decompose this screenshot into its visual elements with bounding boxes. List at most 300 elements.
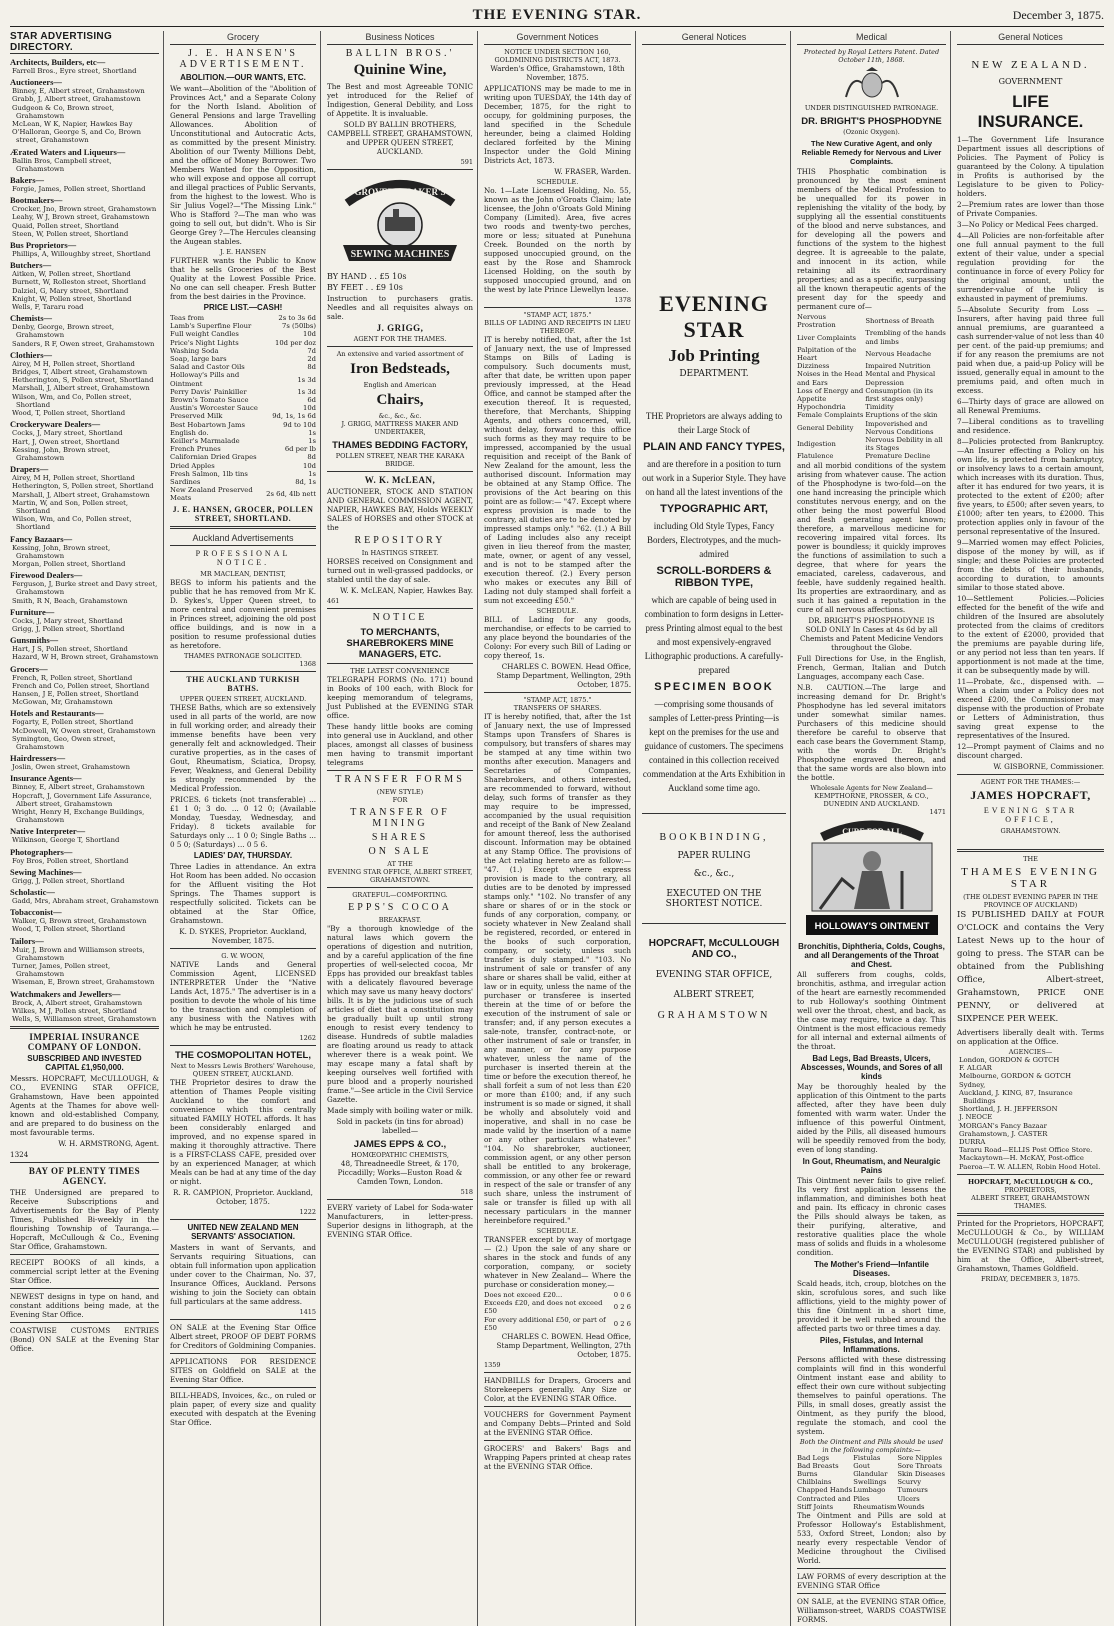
- table-row: [170, 314, 316, 322]
- table-row: [797, 370, 946, 386]
- table-row: [797, 1462, 946, 1470]
- table-cell: Sore Throats: [897, 1461, 943, 1470]
- divider: [484, 1406, 631, 1407]
- imperial-body: Messrs. HOPCRAFT, McCULLOUGH, & CO., EVENING STAR OFFICE, Grahamstown, Have been appointed Agents at the Thames for above well-known and old-established Company, and are prepared to do business on the most favourable terms.: [10, 1074, 159, 1138]
- sewing-emblem-bottom: SEWING MACHINES: [350, 249, 450, 260]
- piles-heading: Piles, Fistulas, and Internal Inflammations.: [819, 1335, 924, 1354]
- holloway-illustration: [797, 819, 946, 939]
- etc: &c., &c.,: [693, 869, 735, 879]
- gout-body: This Ointment never fails to give relief. Its very first application lessens the inflammation, and diminishes both heat and pain. Its efficacy in chronic cases the Pills should always be taken, as their purifying, alterative, and restorative qualities place the whole mass of solids and fluids in a wholesome condition.: [797, 1175, 946, 1257]
- ad-number: 1222: [299, 1207, 316, 1216]
- table-cell: Sore Nipples: [897, 1453, 943, 1462]
- table-row: [484, 1316, 631, 1332]
- epps-sold: Sold in packets (in tins for abroad) labelled—: [336, 1117, 464, 1135]
- agency-entry: Grahamstown, J. CASTER: [959, 1129, 1048, 1138]
- james-hopcraft: JAMES HOPCRAFT,: [970, 788, 1091, 802]
- directory-category: Crockeryware Dealers—: [10, 419, 101, 430]
- column-heading: Medical: [797, 31, 946, 45]
- directory-category: Hotels and Restaurants—: [10, 708, 104, 719]
- shares: SHARES: [371, 832, 429, 843]
- column-business: [327, 31, 478, 1626]
- table-cell: French Prunes: [170, 445, 221, 454]
- agency-entry: London, GORDON & GOTCH: [959, 1056, 1060, 1064]
- ad-number: 1359: [484, 1361, 501, 1370]
- directory-entry: Dalziel, G, Mary street, Shortland: [12, 286, 129, 295]
- table-cell: 6d per lb: [284, 445, 316, 454]
- insurance-item: 8—Policies protected from Bankruptcy.—An Insurer effecting a Policy on his own life, is protected from bankruptcy, or insolvency laws to a certain amount, which increases with its duration. Thus, after it has endured for two years, it is protected to the extent of £200; after five years, to £500; after seven years, to £1000; after ten years, to £2000. This protection applies only in favour of the personal representative of the Insured.: [957, 437, 1104, 536]
- agencies-title: AGENCIES—: [1008, 1048, 1053, 1056]
- table-cell: 10d per doz: [275, 338, 316, 347]
- table-cell: Dizziness: [797, 362, 830, 371]
- star-office: EVENING STAR OFFICE,: [983, 806, 1078, 824]
- baths-title: THE AUCKLAND TURKISH BATHS.: [186, 674, 300, 693]
- imprint: Printed for the Proprietors, HOPCRAFT, McCULLOUGH & Co., by WILLIAM McCULLOUGH (registered publisher of the EVENING STAR) and published by him at the Office, Albert-street, Grahamstown, Thames Goldfield.: [957, 1218, 1104, 1273]
- props-address: ALBERT STREET, GRAHAMSTOWN THAMES.: [971, 1193, 1090, 1210]
- bills-lading: BILLS OF LADING AND RECEIPTS IN LIEU THEREOF.: [484, 319, 631, 335]
- insurance-list: [957, 135, 1104, 760]
- table-row: [170, 412, 316, 420]
- directory-entry: Sanders, R F, Owen street, Grahamstown: [12, 339, 155, 348]
- table-cell: Keiller's Marmalade: [170, 437, 240, 446]
- table-cell: 10d: [303, 330, 316, 339]
- table-row: [797, 420, 946, 436]
- gov-body: APPLICATIONS may be made to me in writing upon TUESDAY, the 14th day of December, 1875, for the right to occupy, for goldmining purposes, the land specified in the Schedule hereunder, being a claimed Holding declared forfeited by the Mining Inspector under the Gold Mining Districts Act, 1873.: [484, 84, 631, 165]
- agency-entry: Mackaytown—H. McKAY, Post-office: [959, 1154, 1084, 1163]
- epps-homoeo: HOMŒOPATHIC CHEMISTS,: [351, 1151, 449, 1159]
- albert-street: ALBERT STREET,: [673, 990, 755, 1000]
- life-insurance-title: LIFE INSURANCE.: [977, 92, 1084, 131]
- divider: [957, 1213, 1104, 1216]
- table-row: [170, 421, 316, 429]
- to-merchants: TO MERCHANTS, SHAREBROKERS MINE MANAGERS, ETC.: [346, 627, 454, 660]
- bay-body: THE Undersigned are prepared to Receive Subscriptions and Advertisements for the Bay of Plenty Times, Published Bi-weekly in the flourishing Township of Tauranga.— Hopcraft, McCullough & Co., Evening Star Office, Grahamstown.: [10, 1188, 159, 1252]
- table-cell: Indigestion: [797, 440, 836, 449]
- divider: [957, 849, 1104, 852]
- directory-entry: Forgie, James, Pollen street, Shortland: [12, 185, 146, 194]
- directory-entry: Cocks, J, Mary street, Shortland: [12, 616, 123, 625]
- table-cell: 0 2 6: [613, 1303, 631, 1312]
- directory-category: Clothiers—: [10, 349, 53, 360]
- holloway-figure-icon: [802, 819, 942, 939]
- table-cell: 1s 3d: [297, 387, 316, 396]
- directory-title: STAR ADVERTISING DIRECTORY.: [10, 31, 159, 54]
- table-row: [170, 355, 316, 363]
- thames-agent: AGENT FOR THE THAMES:—: [980, 778, 1081, 786]
- table-row: [797, 1503, 946, 1511]
- table-row: [170, 388, 316, 396]
- divider: [10, 1026, 159, 1029]
- hansen-wants: We want—Abolition of the "Abolition of Provinces Act," and a Separate Colony for the North Island. Abolition of General Pensions and large Travelling Allowances. Abolition of Unconstitutional and Autocratic Acts, as committed by the present Ministry. Abolition of our Twenty Millions Debt, and the office of Money Borrower. Two Members Wanted for the Opposition, who will expose and oppose all corrupt and illegal practices of Public Servants, from the highest to the lowest. Who is Sir Julius Vogel?—"The Missing Link." Who is Stafford ?—The man who was going to sell out, but didn't. Who is Sir George Grey ?—The Hercules cleansing the Augean stables.: [170, 84, 316, 246]
- agency-entry: MORGAN's Fancy Bazaar: [959, 1121, 1047, 1130]
- directory-category: Bootmakers—: [10, 195, 63, 206]
- table-row: [797, 313, 946, 329]
- cosmo-sub: Next to Messrs Lewis Brothers' Warehouse, QUEEN STREET, AUCKLAND.: [170, 1061, 316, 1078]
- insurance-item: 6—Thirty days of grace are allowed on all Renewal Premiums.: [957, 397, 1104, 415]
- column-grocery: [170, 31, 321, 1626]
- telegraph-body: TELEGRAPH FORMS (No. 171) bound in Books of 100 each, with Block for keeping memorandum of telegrams, Just Published at the EVENING STAR office.: [327, 675, 473, 720]
- directory-entry: Hansen, J E, Pollen street, Shortland: [12, 689, 139, 698]
- table-row: [170, 462, 316, 470]
- table-cell: 8d: [307, 363, 316, 372]
- table-cell: Austin's Worcester Sauce: [170, 404, 258, 413]
- table-row: [170, 330, 316, 338]
- table-cell: 7d: [307, 346, 316, 355]
- agency-entry: Paeroa—T. W. ALLEN, Robin Hood Hotel.: [959, 1162, 1101, 1171]
- directory-entry: Hart, J S, Pollen street, Shortland: [12, 645, 128, 654]
- star-office: EVENING STAR OFFICE, ALBERT STREET, GRAHAMSTOWN.: [327, 868, 473, 884]
- table-cell: Chilblains: [797, 1478, 832, 1487]
- table-cell: 1s: [308, 437, 316, 446]
- ladies-day: LADIES' DAY, THURSDAY.: [193, 850, 293, 860]
- column-heading: General Notices: [957, 31, 1104, 45]
- directory-entry: Wilson, Wm, and Co, Pollen street, Shortland: [12, 515, 132, 532]
- insurance-item: 3—No Policy or Medical Fees charged.: [957, 220, 1099, 229]
- scroll-borders: SCROLL-BORDERS & RIBBON TYPE,: [656, 565, 772, 589]
- table-cell: Mental and Physical Depression: [865, 370, 936, 387]
- table-cell: Fistulas: [853, 1453, 881, 1462]
- labels-notice: EVERY variety of Label for Soda-water Manufacturers, in letter-press. Superior designs in lithograph, at the EVENING STAR Office.: [327, 1203, 473, 1239]
- legs-body: May be thoroughly healed by the application of this Ointment to the parts affected, after they have been duly fomented with warm water. Under the influence of this powerful Ointment, aided by the Pills, all diseased humours will be speedily removed from the body, even of long standing.: [797, 1081, 946, 1154]
- receipt-notice: RECEIPT BOOKS of all kinds, a commercial script letter at the Evening Star Office.: [10, 1258, 159, 1286]
- table-cell: Salad and Castor Oils: [170, 363, 245, 372]
- table-cell: Fresh Salmon, 1lb tins: [170, 469, 248, 478]
- horses-body: HORSES received on Consignment and turned out in well-grassed paddocks, or stabled until the day of sale.: [327, 557, 473, 584]
- directory-category: Sewing Machines—: [10, 866, 82, 877]
- directory-entry: Marshall, J, Albert street, Grahamstown: [12, 384, 150, 393]
- vouchers-notice: VOUCHERS for Government Payment and Company Debts—Printed and Sold at the EVENING STAR Office.: [484, 1410, 631, 1438]
- table-cell: 1s: [308, 428, 316, 437]
- coastwise-forms: ON SALE, at the EVENING STAR Office, Williamson-street, WARDS COASTWISE FORMS.: [797, 1597, 946, 1625]
- directory-entry: Grabb, J, Albert street, Grahamstown: [12, 95, 141, 104]
- columns: [10, 31, 1104, 1625]
- bright-sold: DR. BRIGHT'S PHOSPHODYNE IS SOLD ONLY In Cases at 4s 6d by all Chemists and Patent Medicine Vendors throughout the Globe.: [799, 615, 944, 652]
- table-row: [170, 322, 316, 330]
- directory-entry: Wilkinson, George T, Shortland: [12, 836, 120, 845]
- ad-number: 1368: [299, 659, 316, 668]
- baths-prices: PRICES. 6 tickets (not transferable) ... £1 1 0; 3 do. ... 0 12 0; (Available Monday, Tuesday, Wednesday, and Friday). 8 tickets available for Saturdays only ... 1 0 0; Single Baths ... 0 5 0; (Saturdays) ... 0 5 6.: [170, 794, 316, 849]
- servants-body: Masters in want of Servants, and Servants requiring Situations, can obtain full information upon application under cover to the Chairman, No. 37, Insurance Offices, Auckland. Persons wishing to join the Society can obtain full particulars at the same address.: [170, 1242, 316, 1306]
- epps-made: Made simply with boiling water or milk.: [327, 1106, 473, 1115]
- bay-title: BAY OF PLENTY TIMES AGENCY.: [28, 1166, 141, 1187]
- table-row: [170, 445, 316, 453]
- directory-category: Grocers—: [10, 663, 48, 674]
- stamp-act-1: "STAMP ACT, 1875.": [523, 311, 592, 319]
- directory-entry: Airey, M H, Pollen street, Shortland: [12, 474, 135, 483]
- table-row: [170, 478, 316, 486]
- divider: [170, 526, 316, 529]
- holloway-banner-text: HOLLOWAY'S OINTMENT: [814, 920, 929, 932]
- cosmo-title: THE COSMOPOLITAN HOTEL,: [175, 1049, 311, 1061]
- table-row: [170, 429, 316, 437]
- ad-number: 1415: [299, 1307, 316, 1316]
- table-cell: Scurvy: [897, 1478, 922, 1487]
- directory-entry: Grigg, J, Pollen street, Shortland: [12, 624, 125, 633]
- at-the: AT THE: [387, 860, 413, 868]
- insurance-item: 7—Liberal conditions as to travelling and residence.: [957, 417, 1104, 435]
- epps-company: JAMES EPPS & CO.,: [353, 1139, 447, 1150]
- ballin-sold: SOLD BY BALLIN BROTHERS, CAMPBELL STREET, GRAHAMSTOWN, and UPPER QUEEN STREET, AUCKLAND.: [327, 120, 473, 156]
- directory-category: Tobacconist—: [10, 907, 62, 918]
- table-cell: New Zealand Preserved Meats: [170, 486, 253, 503]
- directory-entry: Marshall, J, Albert street, Grahamstown: [12, 490, 150, 499]
- table-row: [170, 347, 316, 355]
- bookbinding: BOOKBINDING,: [659, 832, 769, 843]
- divider: [10, 1162, 159, 1163]
- table-cell: Price's Night Lights: [170, 338, 239, 347]
- instruction-note: Instruction to purchasers gratis. Needles and all requisites always on sale.: [327, 294, 473, 321]
- agency-entry: Auckland, J. KING, 87, Insurance Buildings: [959, 1088, 1073, 1106]
- protected: Protected by Royal Letters Patent. Dated October 11th, 1868.: [803, 48, 940, 64]
- table-cell: Stiff Joints: [797, 1502, 834, 1511]
- bright-caution: N.B. CAUTION.—The large and increasing demand for Dr. Bright's Phosphodyne has led several imitators under somewhat similar names. Purchasers of this medicine should therefore be careful to observe that each case bears the Government Stamp, with the words Dr. Bright's Phosphodyne engraved thereon, and that the same words are also blown into the bottle.: [797, 682, 946, 782]
- directory-entry: Ballin Bros, Campbell street, Grahamstown: [12, 156, 112, 173]
- price-list-title: PRICE LIST.—CASH!: [203, 303, 283, 312]
- thames-evening-star: THAMES EVENING STAR: [961, 866, 1100, 890]
- table-row: [170, 404, 316, 412]
- insurance-item: 10—Settlement Policies.—Policies effected for the benefit of the wife and children of the Insured are absolutely protected from the claims of creditors to the extent of £2000, provided that the premiums are payable during life, or any period not less than ten years. If apportionment is not made at the time, it can be subsequently made by will.: [957, 594, 1104, 675]
- bright-directions: Full Directions for Use, in the English, French, German, Italian and Dutch Languages, accompany each Case.: [797, 653, 946, 681]
- column-heading: Government Notices: [484, 31, 631, 45]
- directory-entry: McLean, W K, Napier, Hawkes Bay: [12, 120, 133, 129]
- mclean-name: W. K. McLEAN,: [364, 475, 436, 485]
- imperial-capital: SUBSCRIBED AND INVESTED CAPITAL £1,950,000.: [27, 1054, 142, 1073]
- table-cell: Impaired Nutrition: [865, 362, 931, 371]
- ballin-title: BALLIN BROS.': [345, 48, 455, 59]
- schedule-body: No. 1—Late Licensed Holding, No. 55, known as the John o'Groats Claim; late licensee, the John o'Groats Gold Mining Company (Limited). Area, five acres two roods and twenty-two perches, more or less; situated at Punehuna Creek. Bounded on the north by supposed unoccupied ground, on the east by the Rose and Shamrock Licensed Holding, on the south by supposed unoccupied ground, and on the west by late Prince Llewellyn lease.: [484, 186, 631, 294]
- govt-title: GOVERNMENT: [998, 77, 1063, 86]
- agency-entry: F. ALGAR: [959, 1064, 992, 1073]
- table-row: [797, 1454, 946, 1462]
- stamp-act-2: "STAMP ACT, 1875.": [523, 696, 592, 704]
- table-cell: Soap, large bars: [170, 355, 227, 364]
- table-cell: 8d: [307, 453, 316, 462]
- column-heading: Grocery: [170, 31, 316, 45]
- piles-body: Persons afflicted with these distressing complaints will find in this wonderful Ointment instant ease and ability to effect their own cure without subjecting themselves to painful operations. The Pills, in small doses, greatly assist the Ointment, as they purify the blood, regulate the stomach, and cool the system.: [797, 1354, 946, 1436]
- directory-category: Furniture—: [10, 606, 55, 617]
- epps-address: 48, Threadneedle Street, & 170, Piccadilly; Works—Euston Road & Camden Town, London.: [337, 1159, 463, 1186]
- transfer-forms: TRANSFER FORMS: [335, 774, 465, 785]
- directory-entry: Knight, W, Pollen street, Shortland: [12, 294, 132, 303]
- directory-entry: Quaid, Pollen street, Shortland: [12, 221, 119, 230]
- divider: [797, 1568, 946, 1569]
- table-cell: English do.: [170, 428, 209, 437]
- table-cell: Washing Soda: [170, 346, 219, 355]
- bowen-sign: CHARLES C. BOWEN. Head Office, Stamp Department, Wellington, 29th October, 1875.: [496, 662, 631, 689]
- coastwise-notice: COASTWISE CUSTOMS ENTRIES (Bond) ON SALE at the Evening Star Office.: [10, 1326, 159, 1354]
- table-cell: Piles: [853, 1494, 870, 1503]
- table-cell: 1s 3d: [297, 375, 316, 384]
- hansen-sign2: J. E. HANSEN, GROCER, POLLEN STREET, SHORTLAND.: [172, 504, 314, 523]
- applications-notice: APPLICATIONS FOR RESIDENCE SITES on Goldfield on SALE at the Evening Star Office.: [170, 1356, 316, 1384]
- table-cell: Californian Dried Grapes: [170, 453, 257, 462]
- hansen-sign: J. E. HANSEN: [219, 248, 267, 256]
- directory-category: Chemists—: [10, 313, 53, 324]
- divider: [170, 1387, 316, 1388]
- table-cell: 6d: [307, 396, 316, 405]
- directory-entry: Symington, Geo, Owen street, Grahamstown: [12, 734, 116, 751]
- directory-category: Tailors—: [10, 935, 44, 946]
- mclean-sign: W. K. McLEAN, Napier, Hawkes Bay.: [340, 586, 473, 595]
- imperial-title: IMPERIAL INSURANCE COMPANY OF LONDON.: [27, 1032, 142, 1053]
- directory-entry: Kessing, John, Brown street, Grahamstown: [12, 543, 111, 560]
- table-cell: 8d, 1s: [295, 478, 316, 487]
- divider: [170, 948, 316, 949]
- table-cell: 2s 6d, 4lb nett: [266, 490, 316, 499]
- bright-body2: and all morbid conditions of the system arising from whatever cause. The action of the Phosphodyne is two-fold—on the one hand increasing the principle which constitutes nervous energy, and on the other being the most powerful Blood and flesh generating agent known; therefore, a marvellous medicine for recovering impaired vital forces. Its power is boundless; it quickly improves the functions of assimilation to such a degree, that where for years the emaciated, careless, cadaverous, and feeble, have suddenly regained health. Its properties are extraordinary, and as such it has gained a reputation in the cure of all nervous affections.: [797, 460, 946, 614]
- table-cell: Tumours: [897, 1486, 928, 1495]
- table-row: [797, 436, 946, 452]
- bright-title: DR. BRIGHT'S PHOSPHODYNE: [801, 116, 942, 127]
- onsale-notice: ON SALE at the Evening Star Office Albert street, PROOF OF DEBT FORMS for Creditors of Goldmining Companies.: [170, 1322, 316, 1350]
- directory-category: Bakers—: [10, 175, 44, 186]
- directory-entry: Joslin, Owen street, Grahamstown: [12, 763, 130, 772]
- directory-entry: Brock, A, Albert street, Grahamstown: [12, 998, 143, 1007]
- divider: [327, 770, 473, 771]
- complaints-table: [797, 1454, 946, 1511]
- table-row: [797, 1486, 946, 1494]
- directory-entry: Grigg, J, Pollen street, Shortland: [12, 876, 125, 885]
- table-row: [484, 1291, 631, 1299]
- baths-sub: UPPER QUEEN STREET, AUCKLAND.: [179, 694, 307, 703]
- campion-sign: R. R. CAMPION, Proprietor. Auckland, October, 1875.: [173, 1187, 313, 1206]
- directory-entry: Phillips, A, Willoughby street, Shortland: [12, 250, 151, 259]
- chairs: Chairs,: [376, 392, 424, 408]
- ad-number: 518: [460, 1188, 473, 1196]
- new-style: (NEW STYLE): [376, 788, 424, 796]
- directory-entry: Bridges, T, Albert street, Grahamstown: [12, 368, 148, 377]
- newest-notice: NEWEST designs in type on hand, and constant additions being made, at the Evening Star Office.: [10, 1292, 159, 1320]
- sewing-emblem-icon: [335, 173, 465, 269]
- directory-entry: O'Halloran, George S, and Co, Brown street, Grahamstown: [12, 128, 142, 145]
- table-cell: Chapped Hands: [797, 1486, 853, 1495]
- evening-star-heading: EVENING STAR: [659, 291, 769, 342]
- directory-entry: Hart, J, Owen street, Shortland: [12, 437, 120, 446]
- directory-entry: Hetherington, S, Pollen street, Shortland: [12, 376, 154, 385]
- servants-title: UNITED NEW ZEALAND MEN SERVANTS' ASSOCIATION.: [187, 1222, 299, 1241]
- divider: [484, 692, 631, 693]
- directory-entry: Wells, S, Williamson street, Grahamstown: [12, 1015, 157, 1024]
- column-heading: Business Notices: [327, 31, 473, 45]
- paper-ruling: PAPER RULING: [677, 851, 751, 861]
- grigg-mattress: J. GRIGG, MATTRESS MAKER AND UNDERTAKER,: [341, 420, 459, 436]
- ad-number: 591: [460, 158, 473, 166]
- table-cell: Perry Davis' Painkiller: [170, 387, 247, 396]
- directory-category: Watchmakers and Jewellers—: [10, 988, 121, 999]
- english-american: English and American: [363, 381, 437, 389]
- divider: [642, 923, 786, 924]
- shares-body: IT is hereby notified, that, after the 1st of January next, the use of Impressed Stamps upon Transfers of Shares is compulsory, but transfers of shares may be stamped at any time within two months after execution. Managers and Secretaries of Companies, Sharebrokers, and others interested, are recommended to forward, without delay, such forms of transfer as they may require to be impressed, accompanied by the usual requisition and receipt of the Bank of New Zealand for amount thereof, less the authorised discount. Information may be obtained at any Stamp Office. The provisions of the Act relating hereto are as follow:— "47. (1.) Except where express provision is made to the contrary, all duties are to be denoted by impressed stamps only." "102. No transfer of any share or shares of or in the stock or funds of any corporation, company, or society whatever in New Zealand shall be registered, recorded, or entered in the books of such corporation, company, or society, unless such transfer is duly stamped." "103. No instrument of sale or transfer of any share or shares shall be valid, either at law or in equity, unless the name of the purchaser or transferee is inserted therein at the time of or before the execution of the instrument of sale or transfer; and, if any person executes a sale-note, transfer, contract-note, or other instrument of sale or transfer, in any manner, or for any purpose whatever, unless the name of the purchaser is inserted therein at the time or before the execution thereof, he shall forfeit a sum of not less than £20 or more than £100; and, if any such instrument is so made or signed, it shall be wholly and absolutely void and inoperative, and shall in no case be made valid by the insertion of a name or any other particulars whatever." "104. No sharebroker, auctioneer, commission agent, or any other person shall be entitled to any brokerage, commission, or any other fee or reward in respect of the sale or transfer of any such share, unless the instrument of sale or transfer is filled up with all necessary particulars in the manner hereinbefore required.": [484, 712, 631, 1225]
- directory-category: Fancy Bazaars—: [10, 533, 73, 544]
- quinine-title: Quinine Wine,: [353, 62, 447, 78]
- divider: [10, 1288, 159, 1289]
- table-cell: Best Hobartown Jams: [170, 420, 245, 429]
- ad-number: 1262: [299, 1033, 316, 1042]
- royal-arms: [797, 67, 946, 101]
- table-cell: 0 2 6: [613, 1319, 631, 1328]
- ballin-body: The Best and most Agreeable TONIC yet introduced for the Relief of Indigestion, General Debility, and Loss of Appetite. It is invaluable.: [327, 82, 473, 118]
- directory-category: Native Interpreter—: [10, 826, 86, 837]
- table-cell: Female Complaints: [797, 411, 864, 420]
- both-note: Both the Ointment and Pills should be used in the following complaints:—: [799, 1437, 944, 1454]
- by-feet-price: BY FEET . . £9 10s: [327, 283, 403, 292]
- directory-category: Ærated Waters and Liqueurs—: [10, 146, 126, 157]
- plain-fancy-types: PLAIN AND FANCY TYPES,: [643, 441, 785, 453]
- directory-entry: Smith, R N, Beach, Grahamstown: [12, 596, 128, 605]
- divider: [484, 1440, 631, 1441]
- transfers-shares: TRANSFERS OF SHARES.: [513, 704, 602, 712]
- agency-entry: DURRA: [959, 1138, 986, 1147]
- divider: [170, 671, 316, 672]
- table-cell: Wounds: [897, 1502, 925, 1511]
- table-row: [797, 411, 946, 419]
- divider: [10, 1322, 159, 1323]
- directory-category: Photographers—: [10, 846, 73, 857]
- stamp-body: IT is hereby notified, that, after the 1st of January next, the use of Impressed Stamps on Bills of Lading is compulsory. Such documents must, after that date, be written upon paper previously impressed, at the Head Office, and cannot be stamped after the execution thereof. It is requested, therefore, that Merchants, Shipping Agents, and others concerned, will, without delay, forward to this office such forms as they may require to be impressed, accompanied by the usual requisition and receipt of the Bank of New Zealand for the amount, less the authorised discount. Information may be obtained at any Stamp Office. The provisions of the Act bearing on this point are as follow:— "47. Except where express provision is made to the contrary, all duties are to be denoted by impressed stamps only." "62. (1.) A Bill of Lading includes also any receipt given in lieu thereof from the master, mate, owner, or agent of any vessel, and is not to be stamped after the execution thereof. (2.) Every person who makes or executes any Bill of Lading not duly stamped shall forfeit a sum not exceeding £50.": [484, 335, 631, 605]
- table-row: [170, 396, 316, 404]
- issue-date: December 3, 1875.: [1012, 7, 1104, 22]
- masthead: [10, 4, 1104, 27]
- imperial-sign: W. H. ARMSTRONG, Agent.: [58, 1139, 159, 1149]
- iron-bedsteads: Iron Bedsteads,: [350, 361, 450, 377]
- billheads-notice: BILL-HEADS, Invoices, &c., on ruled or plain paper, of every size and quality executed with despatch at the Evening Star Office.: [170, 1390, 316, 1427]
- warden-office: Warden's Office, Grahamstown, 18th November, 1875.: [490, 64, 625, 82]
- agency-entry: Tararu Road—ELLIS Post Office Store.: [959, 1146, 1093, 1155]
- table-row: [170, 470, 316, 478]
- bowen-sign: CHARLES C. BOWEN. Head Office, Stamp Department, Wellington, 27th October, 1875.: [496, 1332, 631, 1360]
- job-therefore: and are therefore in a position to turn out work in a Superior Style. They have on hand all the latest inventions of the: [642, 459, 786, 497]
- directory-entry: Wells, F, Tararu road: [12, 303, 84, 312]
- baths-body: THESE Baths, which are so extensively used in all parts of the world, are now in full working order, and already their immense benefits have been very generally felt and acknowledged. Their curative properties, as in the cases of Gout, Rheumatism, Sciatica, Dropsy, Fever, Weakness, and General Debility is strongly recommended by the Medical Profession.: [170, 702, 316, 793]
- table-cell: Preserved Milk: [170, 412, 223, 421]
- directory-entry: Wilkes, M J, Pollen street, Shortland: [12, 1006, 137, 1015]
- table-cell: Glandular: [853, 1470, 888, 1479]
- directory-entry: French and Co, Pollen street, Shortland: [12, 681, 150, 690]
- ad-number: 1471: [929, 807, 946, 816]
- schedule: SCHEDULE.: [536, 607, 579, 615]
- schedule3-body: TRANSFER except by way of mortgage— (2.) Upon the sale of any share or shares in the stock and funds of any corporation, company, or society whatever in New Zealand— Where the purchase or consideration money,—: [484, 1235, 631, 1289]
- section-heading: Auckland Advertisements: [170, 532, 316, 546]
- divider: [957, 774, 1104, 775]
- wholesale: Wholesale Agents for New Zealand—: [810, 783, 933, 792]
- table-row: [170, 437, 316, 445]
- epps-body: "By a thorough knowledge of the natural laws which govern the operations of digestion and nutrition, and by a careful application of the fine properties of well-selected cocoa, Mr Epps has provided our breakfast tables with a delicately flavoured beverage which may save us many heavy doctors' bills. It is by the judicious use of such articles of diet that a constitution may be gradually built up until strong enough to resist every tendency to disease. Hundreds of subtle maladies are floating around us ready to attack wherever there is a weak point. We may escape many a fatal shaft by keeping ourselves well fortified with pure blood and a properly nourished frame."—See article in the Civil Service Gazette.: [327, 924, 473, 1104]
- column-general: [642, 31, 791, 1626]
- table-row: [797, 387, 946, 403]
- repository: REPOSITORY: [354, 535, 446, 546]
- directory-entry: Wood, T, Pollen street, Shortland: [12, 409, 126, 418]
- directory-entry: Morgan, Pollen street, Shortland: [12, 559, 126, 568]
- table-cell: Bad Legs: [797, 1453, 829, 1462]
- divider: [327, 663, 473, 664]
- insurance-item: 2—Premium rates are lower than those of Private Companies.: [957, 200, 1104, 218]
- grocers-notice: GROCERS' and Bakers' Bags and Wrapping Papers printed at cheap rates at the EVENING STAR Office.: [484, 1444, 631, 1472]
- sewing-machine-emblem: [327, 173, 473, 269]
- directory-entry: Turner, James, Pollen street, Grahamstown: [12, 962, 111, 979]
- prof-title: PROFESSIONAL NOTICE.: [195, 548, 291, 567]
- dentist-name: MR MACLEAN, DENTIST,: [200, 569, 286, 578]
- table-cell: 9d, 1s, 1s 6d: [272, 412, 316, 421]
- grahamstown: GRAHAMSTOWN.: [1000, 827, 1061, 835]
- notice-title: NOTICE: [372, 612, 428, 623]
- hansen-further: FURTHER wants the Public to Know that he sells Groceries of the Best Quality at the Lowest Possible Price. No one can sell cheaper. Fresh Butter from the best dairies in the Province.: [170, 256, 316, 301]
- table-cell: Ulcers: [897, 1494, 920, 1503]
- directory-category: Butchers—: [10, 260, 52, 271]
- directory-entry: Airey, M H, Pollen street, Shortland: [12, 359, 135, 368]
- table-cell: Premature Decline: [865, 452, 931, 461]
- agency-list: [957, 1056, 1104, 1171]
- coat-of-arms-icon: [842, 67, 902, 101]
- table-cell: Sardines: [170, 478, 201, 487]
